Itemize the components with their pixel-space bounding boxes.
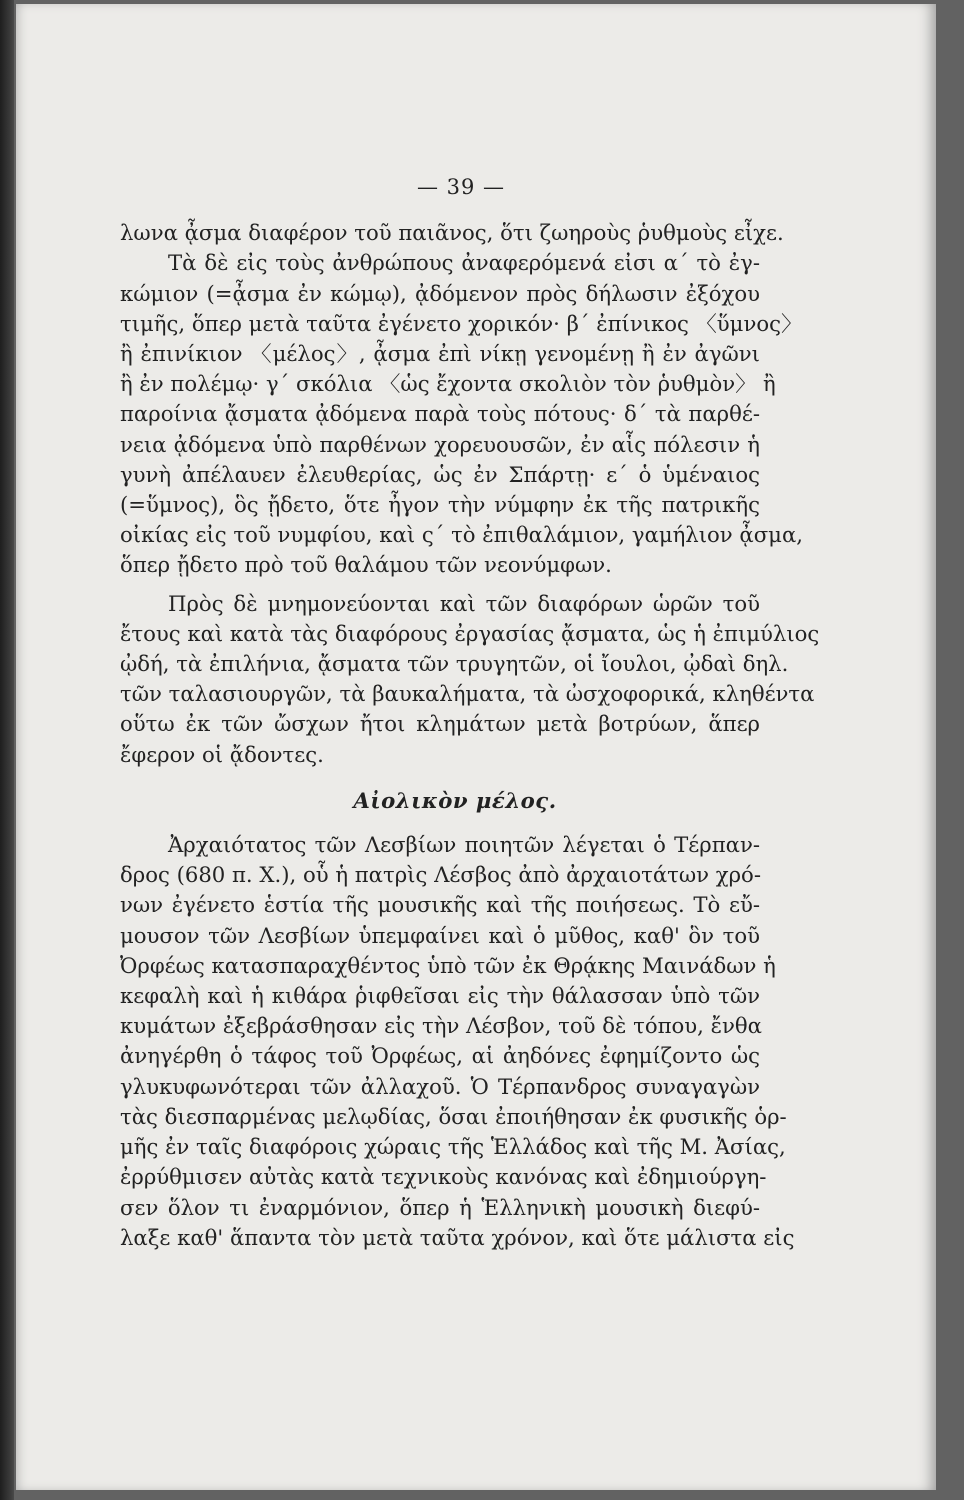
text-line: ἢ ἐν πολέμῳ· γ΄ σκόλια 〈ὡς ἔχοντα σκολιὸν τὸν ῥυθμὸν〉 ἢ xyxy=(120,371,776,397)
text-line: τῶν ταλασιουργῶν, τὰ βαυκαλήματα, τὰ ὠσχοφορικά, κληθέντα xyxy=(120,681,815,707)
text-line: νεια ᾀδόμενα ὑπὸ παρθένων χορευουσῶν, ἐν αἷς πόλεσιν ἡ xyxy=(120,431,760,457)
page-number: — 39 — xyxy=(416,175,506,199)
page-sheet xyxy=(16,4,936,1490)
text-line: Ὀρφέως κατασπαραχθέντος ὑπὸ τῶν ἐκ Θρᾴκης Μαινάδων ἡ xyxy=(120,952,776,978)
text-line: λαξε καθ' ἅπαντα τὸν μετὰ ταῦτα χρόνον, καὶ ὅτε μάλιστα εἰς xyxy=(120,1224,795,1250)
text-line: σεν ὅλον τι ἐναρμόνιον, ὅπερ ἡ Ἑλληνικὴ μουσικὴ διεφύ- xyxy=(120,1194,760,1220)
text-line: τὰς διεσπαρμένας μελῳδίας, ὅσαι ἐποιήθησαν ἐκ φυσικῆς ὁρ- xyxy=(120,1103,787,1129)
paragraph-odes-for-people xyxy=(120,218,803,580)
text-line: μῆς ἐν ταῖς διαφόροις χώραις τῆς Ἑλλάδος καὶ τῆς Μ. Ἀσίας, xyxy=(120,1134,786,1160)
text-line: ἀνηγέρθη ὁ τάφος τοῦ Ὀρφέως, αἱ ἀηδόνες ἐφημίζοντο ὡς xyxy=(120,1043,760,1069)
text-line: ὅπερ ᾔδετο πρὸ τοῦ θαλάμου τῶν νεονύμφων. xyxy=(120,552,612,578)
text-line: δρος (680 π. Χ.), οὗ ἡ πατρὶς Λέσβος ἀπὸ ἀρχαιοτάτων χρό- xyxy=(120,862,761,888)
text-line: κυμάτων ἐξεβράσθησαν εἰς τὴν Λέσβον, τοῦ δὲ τόπου, ἔνθα xyxy=(120,1013,762,1039)
text-line: νων ἐγένετο ἑστία τῆς μουσικῆς καὶ τῆς ποιήσεως. Τὸ εὔ- xyxy=(120,892,760,918)
text-line: λωνα ᾆσμα διαφέρον τοῦ παιᾶνος, ὅτι ζωηροὺς ῥυθμοὺς εἶχε. xyxy=(120,220,784,246)
text-line: ἔφερον οἱ ᾄδοντες. xyxy=(120,741,324,767)
text-line: γυνὴ ἀπέλαυεν ἐλευθερίας, ὡς ἐν Σπάρτῃ· ε΄ ὁ ὑμέναιος xyxy=(120,461,760,487)
text-line: Πρὸς δὲ μνημονεύονται καὶ τῶν διαφόρων ὡρῶν τοῦ xyxy=(168,590,760,616)
text-line: ἔτους καὶ κατὰ τὰς διαφόρους ἐργασίας ᾄσματα, ὡς ἡ ἐπιμύλιος xyxy=(120,620,820,646)
text-line: ἐρρύθμισεν αὐτὰς κατὰ τεχνικοὺς κανόνας καὶ ἐδημιούργη- xyxy=(120,1164,767,1190)
text-line: οὕτω ἐκ τῶν ὤσχων ἤτοι κλημάτων μετὰ βοτρύων, ἅπερ xyxy=(120,711,760,737)
paragraph-terpander xyxy=(120,830,795,1253)
page-content xyxy=(120,172,820,1253)
text-line: τιμῆς, ὅπερ μετὰ ταῦτα ἐγένετο χορικόν· β΄ ἐπίνικος 〈ὕμνος〉 xyxy=(120,310,803,336)
book-binding-edge xyxy=(0,0,14,1500)
text-line: Ἀρχαιότατος τῶν Λεσβίων ποιητῶν λέγεται ὁ Τέρπαν- xyxy=(168,832,760,858)
paragraph-seasonal-songs xyxy=(120,589,820,770)
section-heading: Αἰολικὸν μέλος. xyxy=(353,787,557,813)
text-line: Τὰ δὲ εἰς τοὺς ἀνθρώπους ἀναφερόμενά εἰσι α΄ τὸ ἐγ- xyxy=(168,250,760,276)
text-line: γλυκυφωνότεραι τῶν ἀλλαχοῦ. Ὁ Τέρπανδρος συναγαγὼν xyxy=(120,1073,760,1099)
text-line: κώμιον (=ᾆσμα ἐν κώμῳ), ᾀδόμενον πρὸς δήλωσιν ἐξόχου xyxy=(120,280,760,306)
text-line: παροίνια ᾄσματα ᾀδόμενα παρὰ τοὺς πότους· δ΄ τὰ παρθέ- xyxy=(120,401,760,427)
text-line: οἰκίας εἰς τοῦ νυμφίου, καὶ ς΄ τὸ ἐπιθαλάμιον, γαμήλιον ᾆσμα, xyxy=(120,522,803,548)
text-line: ἢ ἐπινίκιον 〈μέλος〉, ᾆσμα ἐπὶ νίκῃ γενομένῃ ἢ ἐν ἀγῶνι xyxy=(120,341,760,367)
text-line: ᾠδή, τὰ ἐπιλήνια, ᾄσματα τῶν τρυγητῶν, οἱ ἴουλοι, ᾠδαὶ δηλ. xyxy=(120,651,789,677)
text-line: (=ὕμνος), ὃς ᾔδετο, ὅτε ἦγον τὴν νύμφην ἐκ τῆς πατρικῆς xyxy=(120,492,760,518)
text-line: μουσον τῶν Λεσβίων ὑπεμφαίνει καὶ ὁ μῦθος, καθ' ὃν τοῦ xyxy=(120,922,760,948)
text-line: κεφαλὴ καὶ ἡ κιθάρα ῥιφθεῖσαι εἰς τὴν θάλασσαν ὑπὸ τῶν xyxy=(120,983,760,1009)
